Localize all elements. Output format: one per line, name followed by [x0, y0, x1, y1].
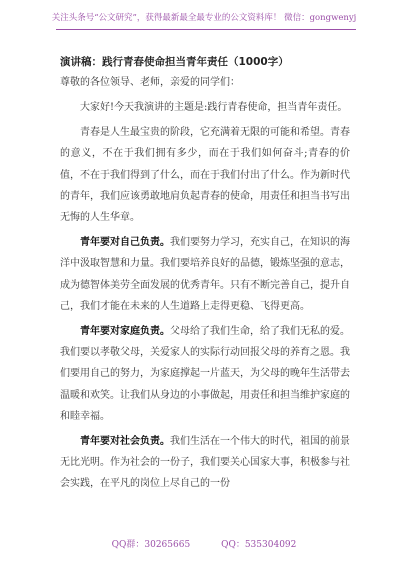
footer-qq: QQ：535304092 [221, 540, 297, 550]
paragraph-text: 我们要努力学习，充实自己，在知识的海洋中汲取智慧和力量。我们要培养良好的品德，锻炼坚强的意志，成为德智体美劳全面发展的优秀青年。只有不断完善自己，提升自己，我们才能在未来的人生道路上走得更稳、飞得更高。 [60, 237, 350, 312]
footer-contact [0, 537, 408, 550]
paragraph [60, 97, 350, 118]
paragraph [60, 232, 350, 317]
paragraph-text: 我们生活在一个伟大的时代，祖国的前景无比光明。作为社会的一份子，我们要关心国家大事，积极参与社会实践，在平凡的岗位上尽自己的一份 [60, 436, 350, 490]
paragraph [60, 321, 350, 427]
header-promo-note: 关注头条号“公文研究”，获得最新最全最专业的公文资料库！ 微信：gongwenyj [51, 13, 357, 23]
header-divider [56, 29, 356, 30]
paragraph-lead: 青年要对社会负责。 [80, 436, 170, 448]
paragraph [60, 431, 350, 495]
paragraph-text: 大家好!今天我演讲的主题是:践行青春使命，担当青年责任。 [80, 102, 348, 113]
paragraph-lead: 青年要对自己负责。 [80, 237, 170, 249]
paragraph [60, 122, 350, 228]
salutation: 尊敬的各位领导、老师，亲爱的同学们： [60, 77, 240, 88]
document-title: 演讲稿：践行青春使命担当青年责任（1000字） [60, 56, 289, 68]
paragraph-text: 青春是人生最宝贵的阶段，它充满着无限的可能和希望。青春的意义，不在于我们拥有多少，而在于我们如何奋斗;青春的价值，不在于我们得到了什么，而在于我们付出了什么。作为新时代的青年，我们应该勇敢地肩负起青春的使命，用责任和担当书写出无悔的人生华章。 [60, 127, 350, 224]
paragraph-text: 父母给了我们生命，给了我们无私的爱。我们要以孝敬父母，关爱家人的实际行动回报父母的养育之恩。我们要用自己的努力，为家庭撑起一片蓝天，为父母的晚年生活带去温暖和欢笑。让我们从身边的小事做起，用责任和担当维护家庭的和睦幸福。 [60, 326, 350, 422]
document-body [60, 55, 350, 499]
footer-qq-group: QQ群：30265665 [111, 540, 191, 550]
paragraph-lead: 青年要对家庭负责。 [80, 326, 170, 338]
